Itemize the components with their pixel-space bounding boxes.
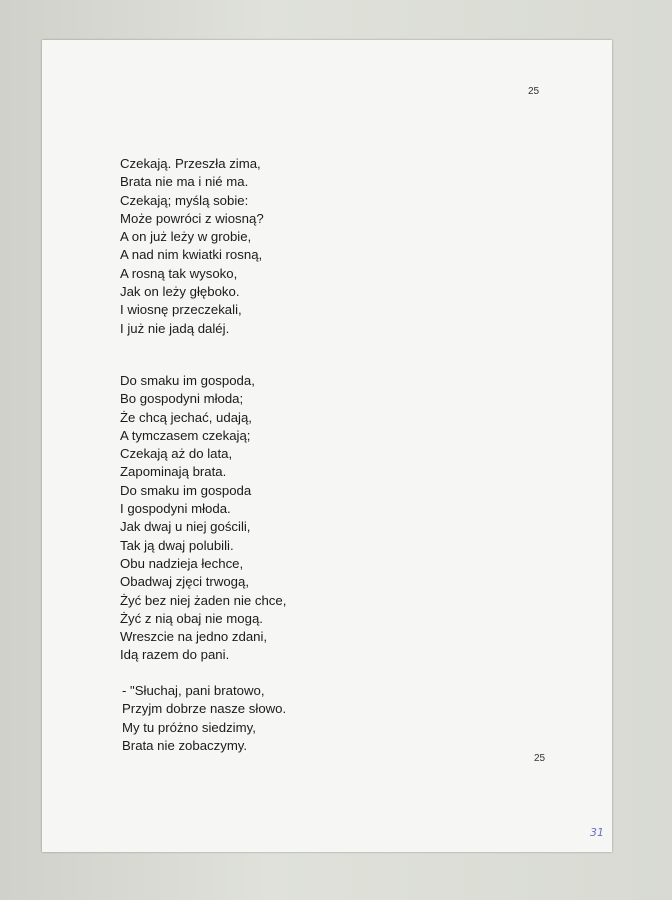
verse-line: Czekają. Przeszła zima, <box>120 156 261 171</box>
verse-line: Idą razem do pani. <box>120 647 230 663</box>
verse-line: Brata nie ma i nié ma. <box>120 174 249 190</box>
verse-line: Jak on leży głęboko. <box>120 284 240 300</box>
verse-line: Przyjm dobrze nasze słowo. <box>122 701 287 717</box>
verse-line: Żyć z nią obaj nie mogą. <box>120 610 263 626</box>
verse-line: Obadwaj zjęci trwogą, <box>120 574 250 590</box>
verse-line: Jak dwaj u niej gościli, <box>120 519 251 535</box>
verse-line: I już nie jadą daléj. <box>120 320 230 336</box>
verse-line: Żyć bez niej żaden nie chce, <box>120 592 287 608</box>
verse-line: Że chcą jechać, udają, <box>120 409 252 425</box>
verse-line: A on już leży w grobie, <box>120 229 252 245</box>
verse-line: Obu nadzieja łechce, <box>120 555 244 571</box>
stanza-3 <box>122 682 286 755</box>
verse-line: I wiosnę przeczekali, <box>120 302 242 318</box>
stanza-1 <box>120 155 264 338</box>
verse-line: A nad nim kwiatki rosną, <box>120 247 263 263</box>
verse-line: - "Słuchaj, pani bratowo, <box>122 683 265 698</box>
handwritten-number: 31 <box>590 826 604 839</box>
verse-line: Wreszcie na jedno zdani, <box>120 629 268 645</box>
page-number-top: 25 <box>528 86 540 97</box>
stanza-2 <box>120 372 286 665</box>
verse-line: A tymczasem czekają; <box>120 427 251 443</box>
verse-line: Do smaku im gospoda, <box>120 373 255 388</box>
verse-line: Może powróci z wiosną? <box>120 210 264 226</box>
page-number-bottom: 25 <box>534 753 546 764</box>
verse-line: Bo gospodyni młoda; <box>120 391 244 407</box>
verse-line: Czekają; myślą sobie: <box>120 192 249 208</box>
verse-line: I gospodyni młoda. <box>120 501 231 517</box>
verse-line: A rosną tak wysoko, <box>120 265 238 281</box>
verse-line: Tak ją dwaj polubili. <box>120 537 234 553</box>
verse-line: Do smaku im gospoda <box>120 482 252 498</box>
verse-line: Czekają aż do lata, <box>120 446 233 462</box>
verse-line: Brata nie zobaczymy. <box>122 737 248 753</box>
verse-line: My tu próżno siedzimy, <box>122 719 256 735</box>
verse-line: Zapominają brata. <box>120 464 227 480</box>
